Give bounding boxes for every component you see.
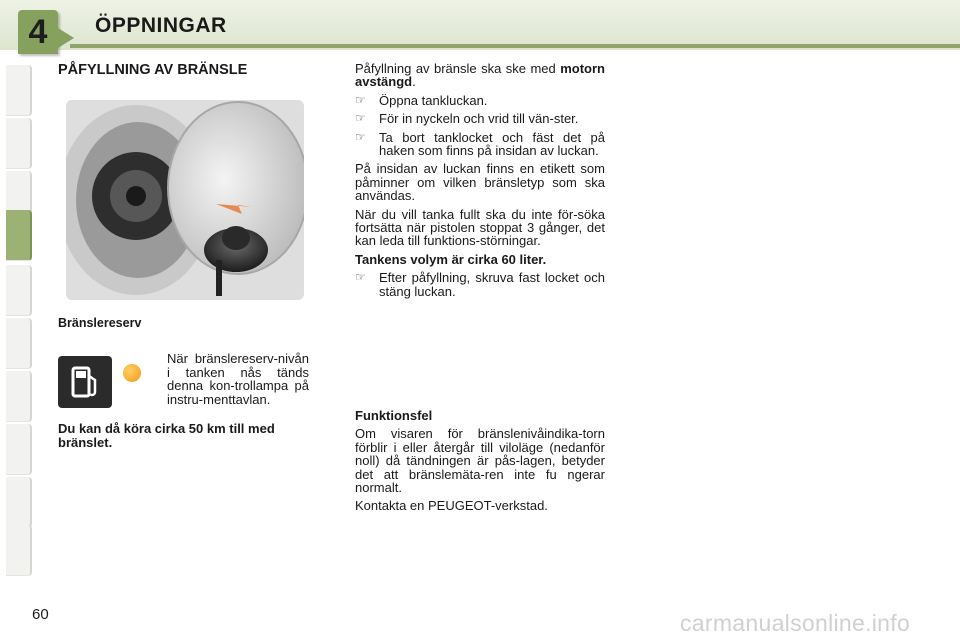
chapter-number-tab: 4 [18,10,58,54]
label-paragraph: På insidan av luckan finns en etikett som påminner om vilken bränsletyp som ska användas. [355,161,605,204]
fault-contact: Kontakta en PEUGEOT-verkstad. [355,498,548,514]
warning-lamp-icon [123,364,141,382]
fuel-pump-icon [58,356,112,408]
pointing-hand-icon: ☞ [355,111,366,126]
side-tab-2 [6,118,32,169]
fuel-filler-cap-photo [66,100,304,300]
side-tab-10 [6,525,32,576]
step-item [355,271,605,298]
step-text: Efter påfyllning, skruva fast locket och stäng luckan. [379,270,605,299]
step-text: Öppna tankluckan. [379,92,488,108]
page-title: ÖPPNINGAR [95,14,227,37]
side-tab-1 [6,65,32,116]
side-tab-9 [6,477,32,528]
reserve-description: När bränslereserv-nivån i tanken nås tänds denna kon-trollampa på instru-menttavlan. [167,351,309,407]
section-heading: PÅFYLLNING AV BRÄNSLE [58,62,248,78]
side-tab-5 [6,265,32,316]
fault-text: Om visaren för bränslenivåindika-torn förblir i eller återgår till viloläge (nedanför noll) då tändningen är pås-lagen, betyder det att bränslemäta-ren inte fu ngerar normalt. [355,426,605,496]
step-item [355,112,605,125]
side-tab-6 [6,318,32,369]
intro-emphasis: motorn avstängd [355,61,605,90]
header-rule [70,44,960,48]
side-tab-8 [6,424,32,475]
side-tab-7 [6,371,32,422]
full-tank-paragraph: När du vill tanka fullt ska du inte för-söka fortsätta när pistolen stoppat 3 gånger, det kan leda till funktions-störningar. [355,206,605,249]
step-item [355,94,605,107]
reserve-range-note: Du kan då köra cirka 50 km till med bränslet. [58,421,275,450]
chapter-side-tabs [0,65,34,575]
step-text: Ta bort tanklocket och fäst det på haken som finns på insidan av luckan. [379,129,605,159]
reserve-heading: Bränslereserv [58,316,142,330]
step-item [355,131,605,158]
side-tab-4-active [6,210,32,261]
left-column [58,62,313,78]
intro-end: . [412,74,416,90]
fault-section [355,409,605,518]
tank-volume: Tankens volym är cirka 60 liter. [355,251,547,267]
pointing-hand-icon: ☞ [355,270,366,285]
right-column [355,62,605,303]
chapter-tab-arrow [58,28,74,48]
pointing-hand-icon: ☞ [355,129,366,144]
step-text: För in nyckeln och vrid till vän-ster. [379,111,579,127]
pointing-hand-icon: ☞ [355,92,366,107]
fault-heading: Funktionsfel [355,408,433,423]
fuel-cap-illustration [66,100,304,300]
intro-paragraph [355,62,605,89]
watermark: carmanualsonline.info [680,610,911,636]
page-number: 60 [32,606,49,623]
intro-text: Påfyllning av bränsle ska ske med [355,61,556,76]
